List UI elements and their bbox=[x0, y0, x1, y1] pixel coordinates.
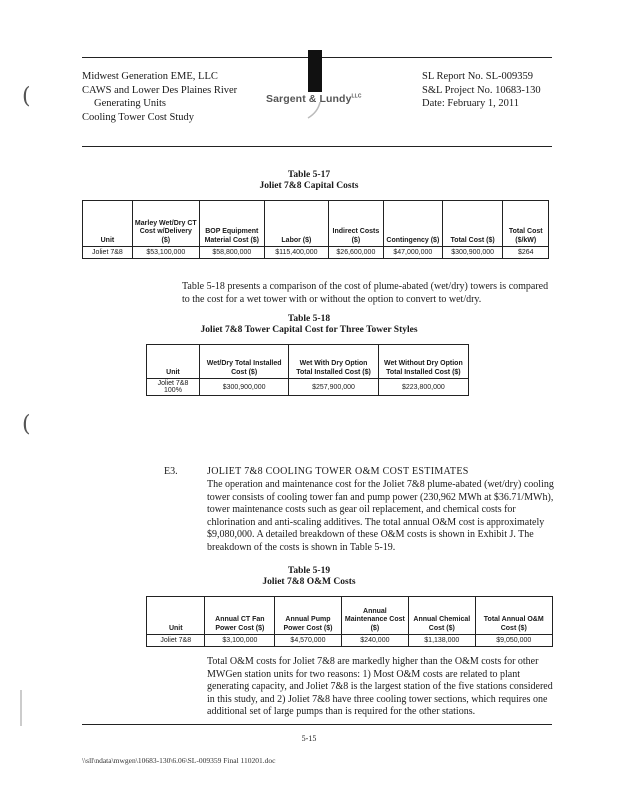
margin-mark: ( bbox=[22, 84, 31, 109]
header-company: Midwest Generation EME, LLC bbox=[82, 71, 218, 82]
table-row: Joliet 7&8 $3,100,000 $4,570,000 $240,000 $1,138,000 $9,050,000 bbox=[147, 635, 553, 647]
header-study: Cooling Tower Cost Study bbox=[82, 111, 194, 123]
table-5-19 bbox=[146, 596, 553, 647]
col-header: Wet/Dry Total Installed Cost ($) bbox=[199, 345, 288, 379]
col-header: Unit bbox=[83, 201, 133, 247]
col-header: Annual Pump Power Cost ($) bbox=[275, 597, 341, 635]
col-header: Annual CT Fan Power Cost ($) bbox=[205, 597, 275, 635]
table-5-18 bbox=[146, 344, 469, 396]
section-body: The operation and maintenance cost for the Joliet 7&8 plume-abated (wet/dry) cooling tower consists of cooling tower fan and pump power (230,962 MWh at $36.71/MWh), tower maintenance costs such as gear oil replacement, and chemical costs for chlorination and anti-scaling additives. The total annual O&M cost is approximately $9,080,000. A detailed breakdown of these O&M costs is shown in Exhibit J. The breakdown of the costs is shown in Table 5-19. bbox=[207, 479, 554, 553]
col-header: BOP Equipment Material Cost ($) bbox=[199, 201, 264, 247]
col-header: Marley Wet/Dry CT Cost w/Delivery ($) bbox=[132, 201, 199, 247]
logo-bar bbox=[308, 50, 322, 92]
col-header: Contingency ($) bbox=[383, 201, 442, 247]
header-project: CAWS and Lower Des Plaines River bbox=[82, 84, 238, 96]
col-header: Wet With Dry Option Total Installed Cost ($) bbox=[289, 345, 378, 379]
logo-text: Sargent & Lundy$^{LLC}$ bbox=[266, 93, 362, 105]
col-header: Wet Without Dry Option Total Installed Cost ($) bbox=[378, 345, 468, 379]
paragraph-om-summary: Total O&M costs for Joliet 7&8 are markedly higher than the O&M costs for other MWGen station units for two reasons: 1) Most O&M costs are related to plant generating capacity, and Joliet 7&8 is the largest station of the five stations considered in this study, and 2) Joliet 7&8 have three cooling tower sections, which requires one additional set of large pumps than is required for the other stations. bbox=[207, 656, 553, 718]
col-header: Total Cost ($) bbox=[442, 201, 503, 247]
file-path: \\sll\ndata\mwgen\10683-130\6.06\SL-009359 Final 110201.doc bbox=[82, 756, 276, 765]
report-number: SL Report No. SL-009359 bbox=[422, 71, 534, 82]
company-logo bbox=[256, 50, 366, 120]
col-header: Labor ($) bbox=[264, 201, 328, 247]
table-row: Joliet 7&8 100% $300,900,000 $257,900,000 $223,800,000 bbox=[147, 379, 469, 396]
report-date: Date: February 1, 2011 bbox=[422, 98, 520, 109]
header-bottom-rule bbox=[82, 146, 552, 147]
section-title: JOLIET 7&8 COOLING TOWER O&M COST ESTIMATES bbox=[207, 466, 469, 477]
margin-mark: ( bbox=[22, 412, 31, 437]
col-header: Annual Chemical Cost ($) bbox=[409, 597, 475, 635]
col-header: Indirect Costs ($) bbox=[328, 201, 383, 247]
table-5-19-caption: Table 5-19 Joliet 7&8 O&M Costs bbox=[262, 566, 356, 587]
col-header: Unit bbox=[147, 597, 205, 635]
footer-rule bbox=[82, 724, 552, 725]
table-5-17-caption: Table 5-17 Joliet 7&8 Capital Costs bbox=[259, 170, 359, 191]
header-left bbox=[82, 70, 237, 124]
header-units: Generating Units bbox=[94, 98, 167, 109]
table-5-17 bbox=[82, 200, 549, 259]
table-row: Joliet 7&8 $53,100,000 $58,800,000 $115,400,000 $26,600,000 $47,000,000 $300,900,000 $264 bbox=[83, 247, 549, 259]
logo-swoosh bbox=[306, 102, 326, 120]
col-header: Total Cost ($/kW) bbox=[503, 201, 549, 247]
header-right bbox=[422, 70, 541, 111]
paragraph-table-5-18-intro: Table 5-18 presents a comparison of the cost of plume-abated (wet/dry) towers is compared to the cost for a wet tower with or without the option to convert to wet/dry. bbox=[182, 281, 549, 305]
col-header: Annual Maintenance Cost ($) bbox=[341, 597, 408, 635]
margin-line bbox=[20, 690, 22, 726]
table-5-18-caption: Table 5-18 Joliet 7&8 Tower Capital Cost for Three Tower Styles bbox=[200, 314, 418, 335]
page-number: 5-15 bbox=[301, 734, 317, 743]
section-number: E3. bbox=[164, 466, 178, 477]
col-header: Unit bbox=[147, 345, 200, 379]
col-header: Total Annual O&M Cost ($) bbox=[475, 597, 553, 635]
project-number: S&L Project No. 10683-130 bbox=[422, 84, 541, 96]
